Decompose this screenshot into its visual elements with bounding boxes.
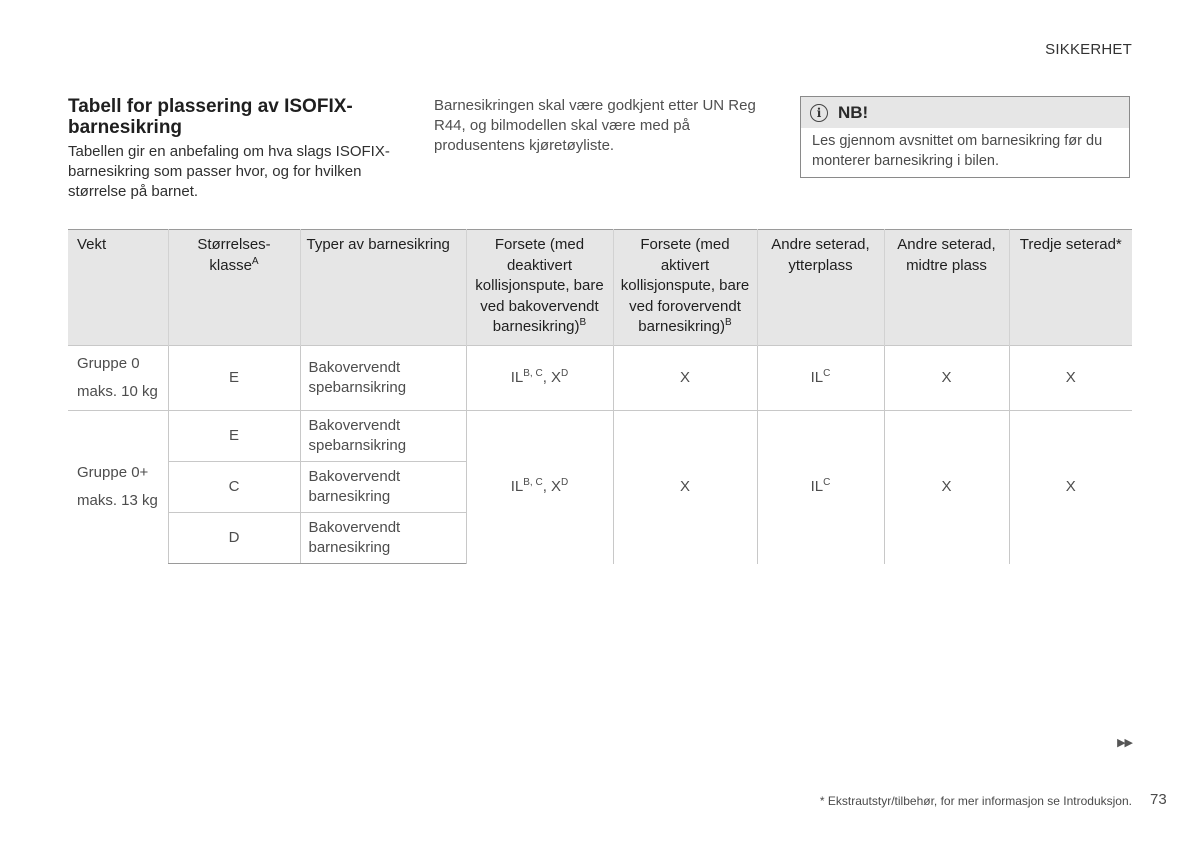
front-deactivated-cell: $IL^{B, C}$, $X^D$	[466, 411, 613, 564]
weight-cell: Gruppe 0 maks. 10 kg	[68, 346, 168, 411]
seat-type-cell: Bakovervendt barnesikring	[300, 462, 466, 513]
weight-cell: Gruppe 0+ maks. 13 kg	[68, 411, 168, 564]
size-class-cell: C	[168, 462, 300, 513]
intro-text: Tabellen gir en anbefaling om hva slags ISOFIX-barnesikring som passer hvor, og for hvilken størrelse på barnet.	[68, 143, 390, 200]
header-front-deactivated: Forsete (med deaktivert kollisjonspute, bare ved bakovervendt barnesikring)$^B$	[466, 230, 613, 346]
second-row-middle-cell: X	[884, 346, 1009, 411]
table-row	[68, 411, 1132, 462]
front-active-cell: X	[613, 346, 757, 411]
info-circle-icon: i	[810, 104, 828, 122]
header-weight: Vekt	[68, 230, 168, 346]
size-class-cell: E	[168, 346, 300, 411]
nb-text: Les gjennom avsnittet om barnesikring før du monterer barnesikring i bilen.	[812, 133, 1103, 169]
table-header-row	[68, 230, 1132, 346]
nb-title: NB!	[838, 102, 869, 122]
nb-header	[801, 97, 1129, 128]
size-class-cell: D	[168, 513, 300, 564]
seat-type-cell: Bakovervendt spebarnsikring	[300, 411, 466, 462]
page-number: 73	[1150, 791, 1167, 808]
table-row	[68, 346, 1132, 411]
header-seat-types: Typer av barnesikring	[300, 230, 466, 346]
heading-column	[68, 96, 408, 202]
seat-type-cell: Bakovervendt barnesikring	[300, 513, 466, 564]
isofix-placement-table	[68, 229, 1132, 564]
page-heading: Tabell for plassering av ISOFIX-barnesikring	[68, 96, 353, 138]
front-active-cell: X	[613, 411, 757, 564]
third-row-cell: X	[1009, 346, 1132, 411]
header-second-row-outer: Andre seterad, ytterplass	[757, 230, 884, 346]
approval-text: Barnesikringen skal være godkjent etter UN Reg R44, og bilmodellen skal være med på produsentens kjøretøyliste.	[434, 97, 756, 154]
seat-type-cell: Bakovervendt spebarnsikring	[300, 346, 466, 411]
front-deactivated-cell: $IL^{B, C}$, $X^D$	[466, 346, 613, 411]
second-row-middle-cell: X	[884, 411, 1009, 564]
header-size-class: Størrelses-klasse$^A$	[168, 230, 300, 346]
header-third-row: Tredje seterad*	[1009, 230, 1132, 346]
footnote: * Ekstrautstyr/tilbehør, for mer informasjon se Introduksjon.	[819, 794, 1132, 808]
third-row-cell: X	[1009, 411, 1132, 564]
second-row-outer-cell: $IL^C$	[757, 411, 884, 564]
nb-note-box	[800, 96, 1130, 178]
section-label: SIKKERHET	[1045, 41, 1132, 58]
header-second-row-middle: Andre seterad, midtre plass	[884, 230, 1009, 346]
size-class-cell: E	[168, 411, 300, 462]
double-arrow-right-icon: ▶▶	[1117, 737, 1132, 749]
header-front-active: Forsete (med aktivert kollisjonspute, bare ved forovervendt barnesikring)$^B$	[613, 230, 757, 346]
second-row-outer-cell: $IL^C$	[757, 346, 884, 411]
